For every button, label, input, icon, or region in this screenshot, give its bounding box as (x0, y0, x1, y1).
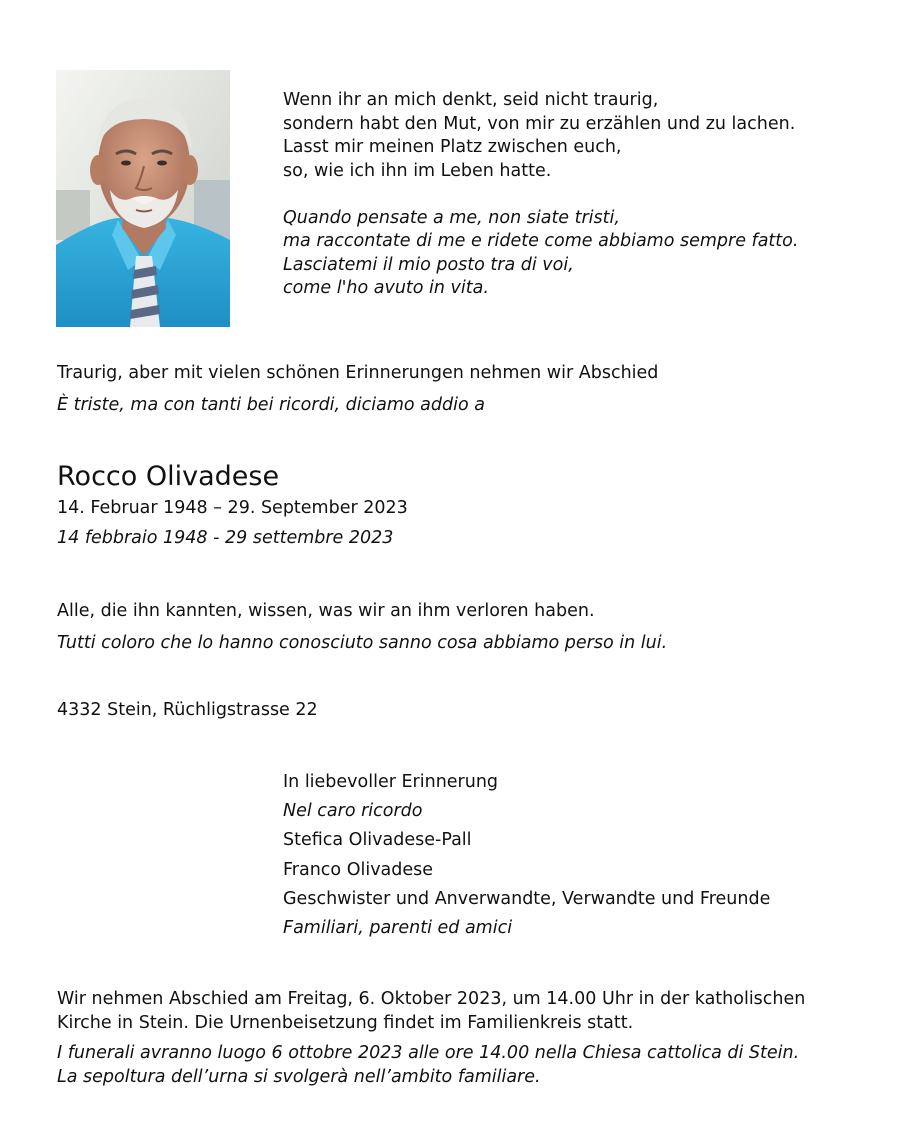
relatives-german: Geschwister und Anverwandte, Verwandte und Freunde (283, 888, 771, 909)
loss-statement (57, 595, 667, 659)
poem (283, 89, 798, 301)
loss-italian: Tutti coloro che lo hanno conosciuto sanno cosa abbiamo perso in lui. (57, 633, 668, 653)
farewell-section (57, 357, 658, 421)
loss-german: Alle, die ihn kannten, wissen, was wir an ihm verloren haben. (57, 601, 595, 621)
service-italian-line-1: I funerali avranno luogo 6 ottobre 2023 alle ore 14.00 nella Chiesa cattolica di Stein. (57, 1043, 800, 1063)
relatives-italian: Familiari, parenti ed amici (283, 918, 513, 939)
family-member: Franco Olivadese (283, 859, 434, 880)
service-info (57, 987, 805, 1089)
deceased-name: Rocco Olivadese (57, 461, 280, 492)
service-german-line-2: Kirche in Stein. Die Urnenbeisetzung findet im Familienkreis statt. (57, 1013, 634, 1033)
poem-de-line-1: Wenn ihr an mich denkt, seid nicht traurig, (283, 90, 659, 110)
remembrance-italian: Nel caro ricordo (283, 801, 423, 822)
service-german-line-1: Wir nehmen Abschied am Freitag, 6. Oktober 2023, um 14.00 Uhr in der katholischen (57, 989, 806, 1009)
family-signature (283, 768, 770, 943)
poem-de-line-3: Lasst mir meinen Platz zwischen euch, (283, 137, 622, 157)
farewell-german: Traurig, aber mit vielen schönen Erinnerungen nehmen wir Abschied (57, 363, 659, 383)
life-dates (57, 493, 408, 553)
address: 4332 Stein, Rüchligstrasse 22 (57, 700, 318, 720)
portrait-illustration (56, 70, 230, 327)
poem-de-line-4: so, wie ich ihn im Leben hatte. (283, 160, 552, 181)
poem-de-line-2: sondern habt den Mut, von mir zu erzählen und zu lachen. (283, 113, 796, 134)
poem-it-line-4: come l'ho avuto in vita. (283, 278, 489, 298)
dates-italian: 14 febbraio 1948 - 29 settembre 2023 (57, 528, 394, 548)
service-italian-line-2: La sepoltura dell’urna si svolgerà nell’ambito familiare. (57, 1067, 541, 1087)
dates-german: 14. Februar 1948 – 29. September 2023 (57, 498, 408, 518)
remembrance-german: In liebevoller Erinnerung (283, 772, 499, 792)
portrait-photo (56, 70, 230, 327)
poem-it-line-1: Quando pensate a me, non siate tristi, (283, 207, 620, 228)
poem-it-line-2: ma raccontate di me e ridete come abbiamo sempre fatto. (283, 231, 799, 251)
poem-it-line-3: Lasciatemi il mio posto tra di voi, (283, 254, 574, 275)
family-member: Stefica Olivadese-Pall (283, 830, 472, 851)
farewell-italian: È triste, ma con tanti bei ricordi, diciamo addio a (57, 395, 485, 415)
